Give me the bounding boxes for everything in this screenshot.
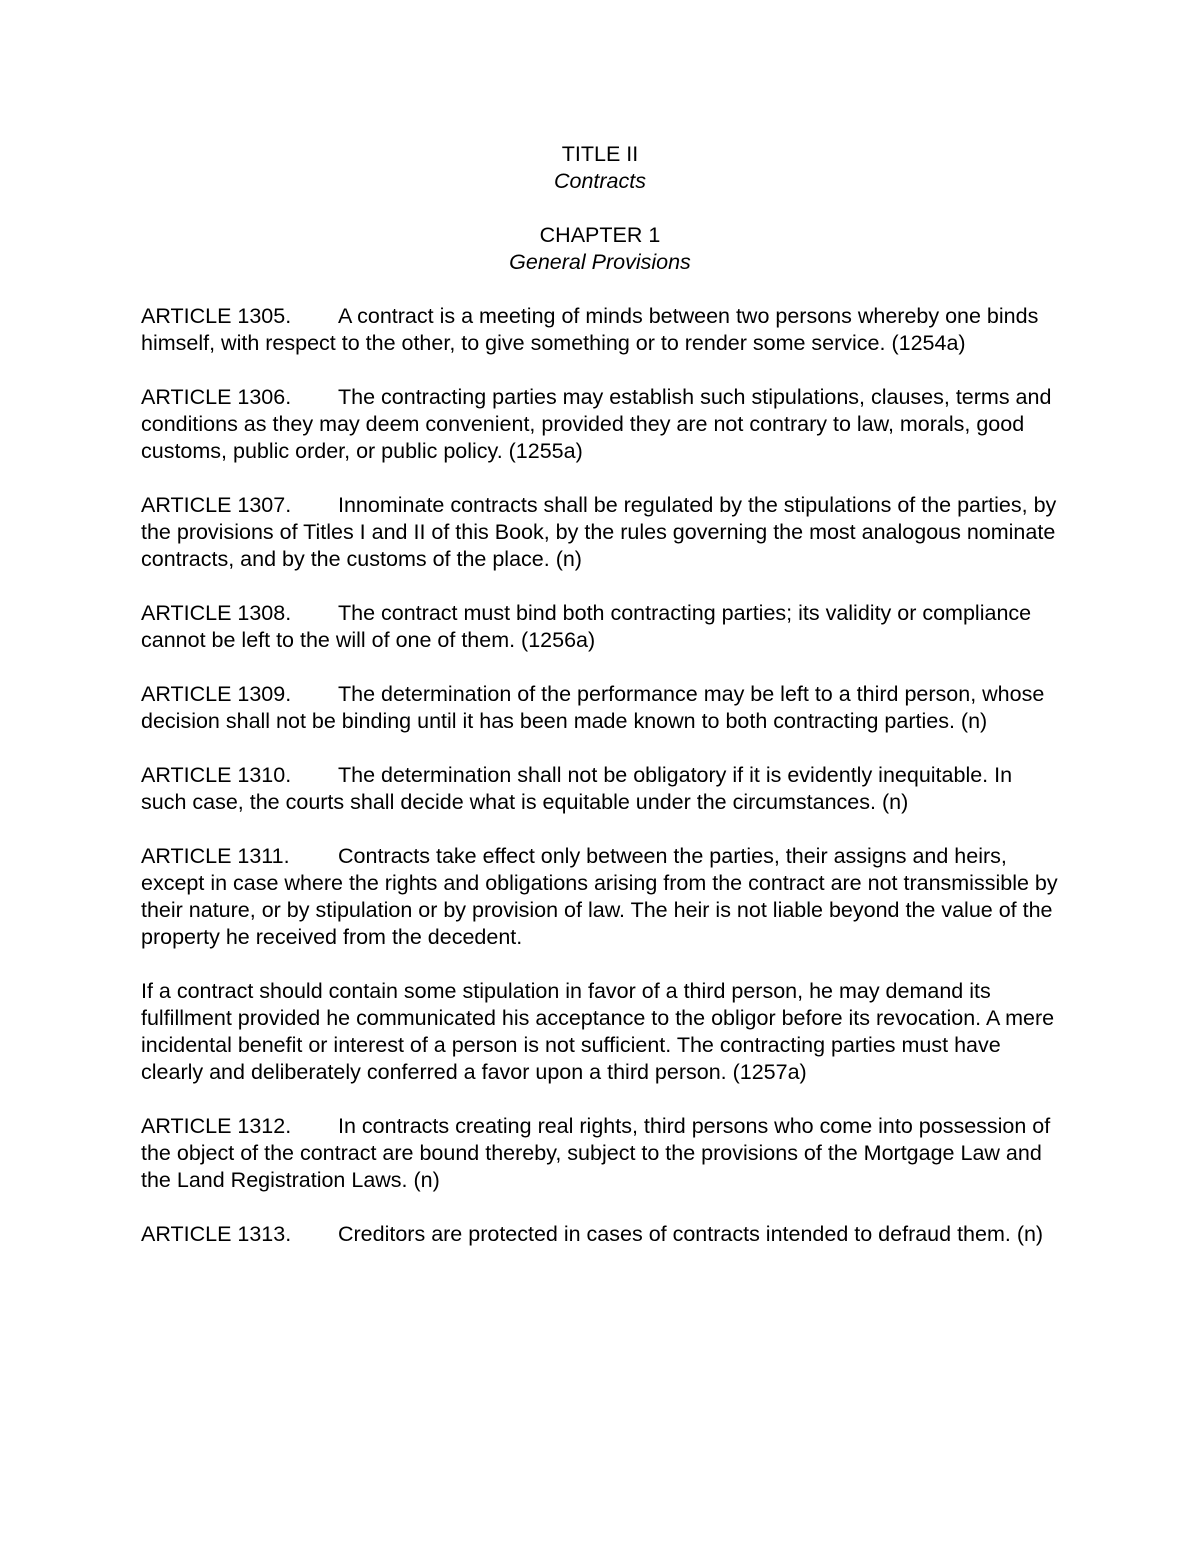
document-page (141, 141, 1059, 1275)
article-text: In contracts creating real rights, third persons who come into possession of the object of the contract are bound thereby, subject to the provisions of the Mortgage Law and the Land Registration Laws. (n) (141, 1114, 1051, 1192)
title-heading: TITLE II (561, 142, 639, 166)
chapter-heading: CHAPTER 1 (539, 223, 661, 247)
article-1305 (141, 303, 1059, 357)
article-label: ARTICLE 1313. (141, 1222, 292, 1246)
article-label: ARTICLE 1308. (141, 601, 292, 625)
article-label: ARTICLE 1307. (141, 493, 292, 517)
article-1306 (141, 384, 1059, 465)
article-text: Contracts take effect only between the parties, their assigns and heirs, except in case where the rights and obligations arising from the contract are not transmissible by their nature, or by stipulation or by provision of law. The heir is not liable beyond the value of the property he received from the decedent. (141, 844, 1058, 949)
article-text: Innominate contracts shall be regulated by the stipulations of the parties, by the provisions of Titles I and II of this Book, by the rules governing the most analogous nominate contracts, and by the customs of the place. (n) (141, 493, 1057, 571)
article-1307 (141, 492, 1059, 573)
article-text: The determination of the performance may be left to a third person, whose decision shall not be binding until it has been made known to both contracting parties. (n) (141, 682, 1045, 733)
article-label: ARTICLE 1311. (141, 844, 290, 868)
article-label: ARTICLE 1310. (141, 763, 292, 787)
article-1310 (141, 762, 1059, 816)
article-text: A contract is a meeting of minds between two persons whereby one binds himself, with respect to the other, to give something or to render some service. (1254a) (141, 304, 1039, 355)
article-1312 (141, 1113, 1059, 1194)
article-1313 (141, 1221, 1059, 1248)
article-text: The determination shall not be obligatory if it is evidently inequitable. In such case, the courts shall decide what is equitable under the circumstances. (n) (141, 763, 1013, 814)
article-label: ARTICLE 1306. (141, 385, 292, 409)
chapter-block (141, 222, 1059, 276)
title-block (141, 141, 1059, 195)
article-label: ARTICLE 1309. (141, 682, 292, 706)
article-label: ARTICLE 1312. (141, 1114, 292, 1138)
article-label: ARTICLE 1305. (141, 304, 292, 328)
article-1311-continuation: If a contract should contain some stipulation in favor of a third person, he may demand its fulfillment provided he communicated his acceptance to the obligor before its revocation. A mere incidental benefit or interest of a person is not sufficient. The contracting parties must have clearly and deliberately conferred a favor upon a third person. (1257a) (141, 979, 1055, 1084)
title-subtitle: Contracts (553, 169, 646, 193)
chapter-subtitle: General Provisions (509, 250, 691, 274)
article-1309 (141, 681, 1059, 735)
article-text: The contracting parties may establish such stipulations, clauses, terms and conditions as they may deem convenient, provided they are not contrary to law, morals, good customs, public order, or public policy. (1255a) (141, 385, 1052, 463)
article-text: The contract must bind both contracting parties; its validity or compliance cannot be left to the will of one of them. (1256a) (141, 601, 1032, 652)
article-1308 (141, 600, 1059, 654)
article-1311 (141, 843, 1059, 951)
article-text: Creditors are protected in cases of contracts intended to defraud them. (n) (338, 1222, 1044, 1246)
